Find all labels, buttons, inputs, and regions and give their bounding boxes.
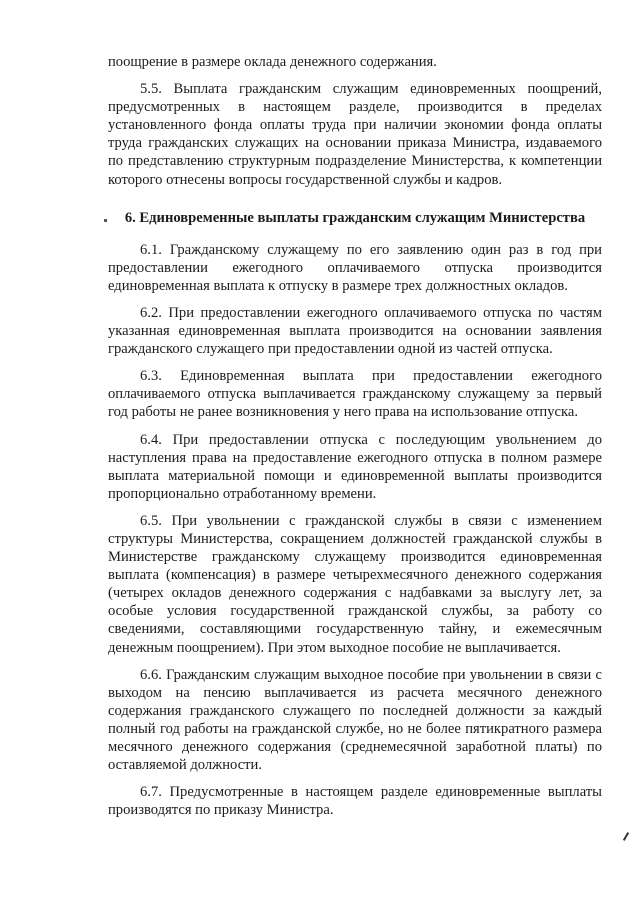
paragraph-continuation: поощрение в размере оклада денежного содержания.	[108, 54, 437, 70]
paragraph-6-2: 6.2. При предоставлении ежегодного оплачиваемого отпуска по частям указанная единовременная выплата производится на основании заявления гражданского служащего при предоставлении одной из частей отпуска.	[108, 304, 602, 358]
paragraph-6-1: 6.1. Гражданскому служащему по его заявлению один раз в год при предоставлении ежегодного оплачиваемого отпуска производится единовременная выплата к отпуску в размере трех должностных окладов.	[108, 241, 602, 294]
scan-artifact-mark	[623, 832, 629, 841]
document-page	[108, 53, 602, 819]
section-heading-6: 6. Единовременные выплаты гражданским служащим Министерства	[124, 209, 586, 226]
paragraph-6-4: 6.4. При предоставлении отпуска с последующим увольнением до наступления права на предоставление ежегодного отпуска в полном размере выплата материальной помощи и единовременной выплаты производится пропорционально отработанному времени.	[108, 431, 602, 502]
paragraph-6-6: 6.6. Гражданским служащим выходное пособие при увольнении в связи с выходом на пенсию выплачивается из расчета месячного денежного содержания гражданского служащего по последней должности за каждый полный год работы на гражданской службе, но не более пятикратного размера месячного денежного содержания (среднемесячной заработной платы) по оставляемой должности.	[108, 666, 602, 774]
paragraph-6-7: 6.7. Предусмотренные в настоящем разделе единовременные выплаты производятся по приказу Министра.	[108, 784, 602, 819]
paragraph-5-5: 5.5. Выплата гражданским служащим единовременных поощрений, предусмотренных в настоящем разделе, производится в пределах установленного фонда оплаты труда при наличии экономии фонда оплаты труда гражданских служащих на основании приказа Министра, издаваемого по представлению структурным подразделение Министерства, к компетенции которого отнесены вопросы государственной службы и кадров.	[108, 81, 602, 188]
paragraph-6-5: 6.5. При увольнении с гражданской службы в связи с изменением структуры Министерства, сокращением должностей гражданской службы в Министерстве гражданскому служащему производится единовременная выплата (компенсация) в размере четырехмесячного денежного содержания (четырех окладов денежного содержания с надбавками за выслугу лет, за особые условия государственной гражданской службы, за работу со сведениями, составляющими государственную тайну, и ежемесячным денежным поощрением). При этом выходное пособие не выплачивается.	[108, 512, 602, 656]
paragraph-6-3: 6.3. Единовременная выплата при предоставлении ежегодного оплачиваемого отпуска выплачивается гражданскому служащему за первый год работы не ранее возникновения у него права на использование отпуска.	[108, 368, 602, 421]
scan-artifact-dot	[104, 219, 107, 222]
